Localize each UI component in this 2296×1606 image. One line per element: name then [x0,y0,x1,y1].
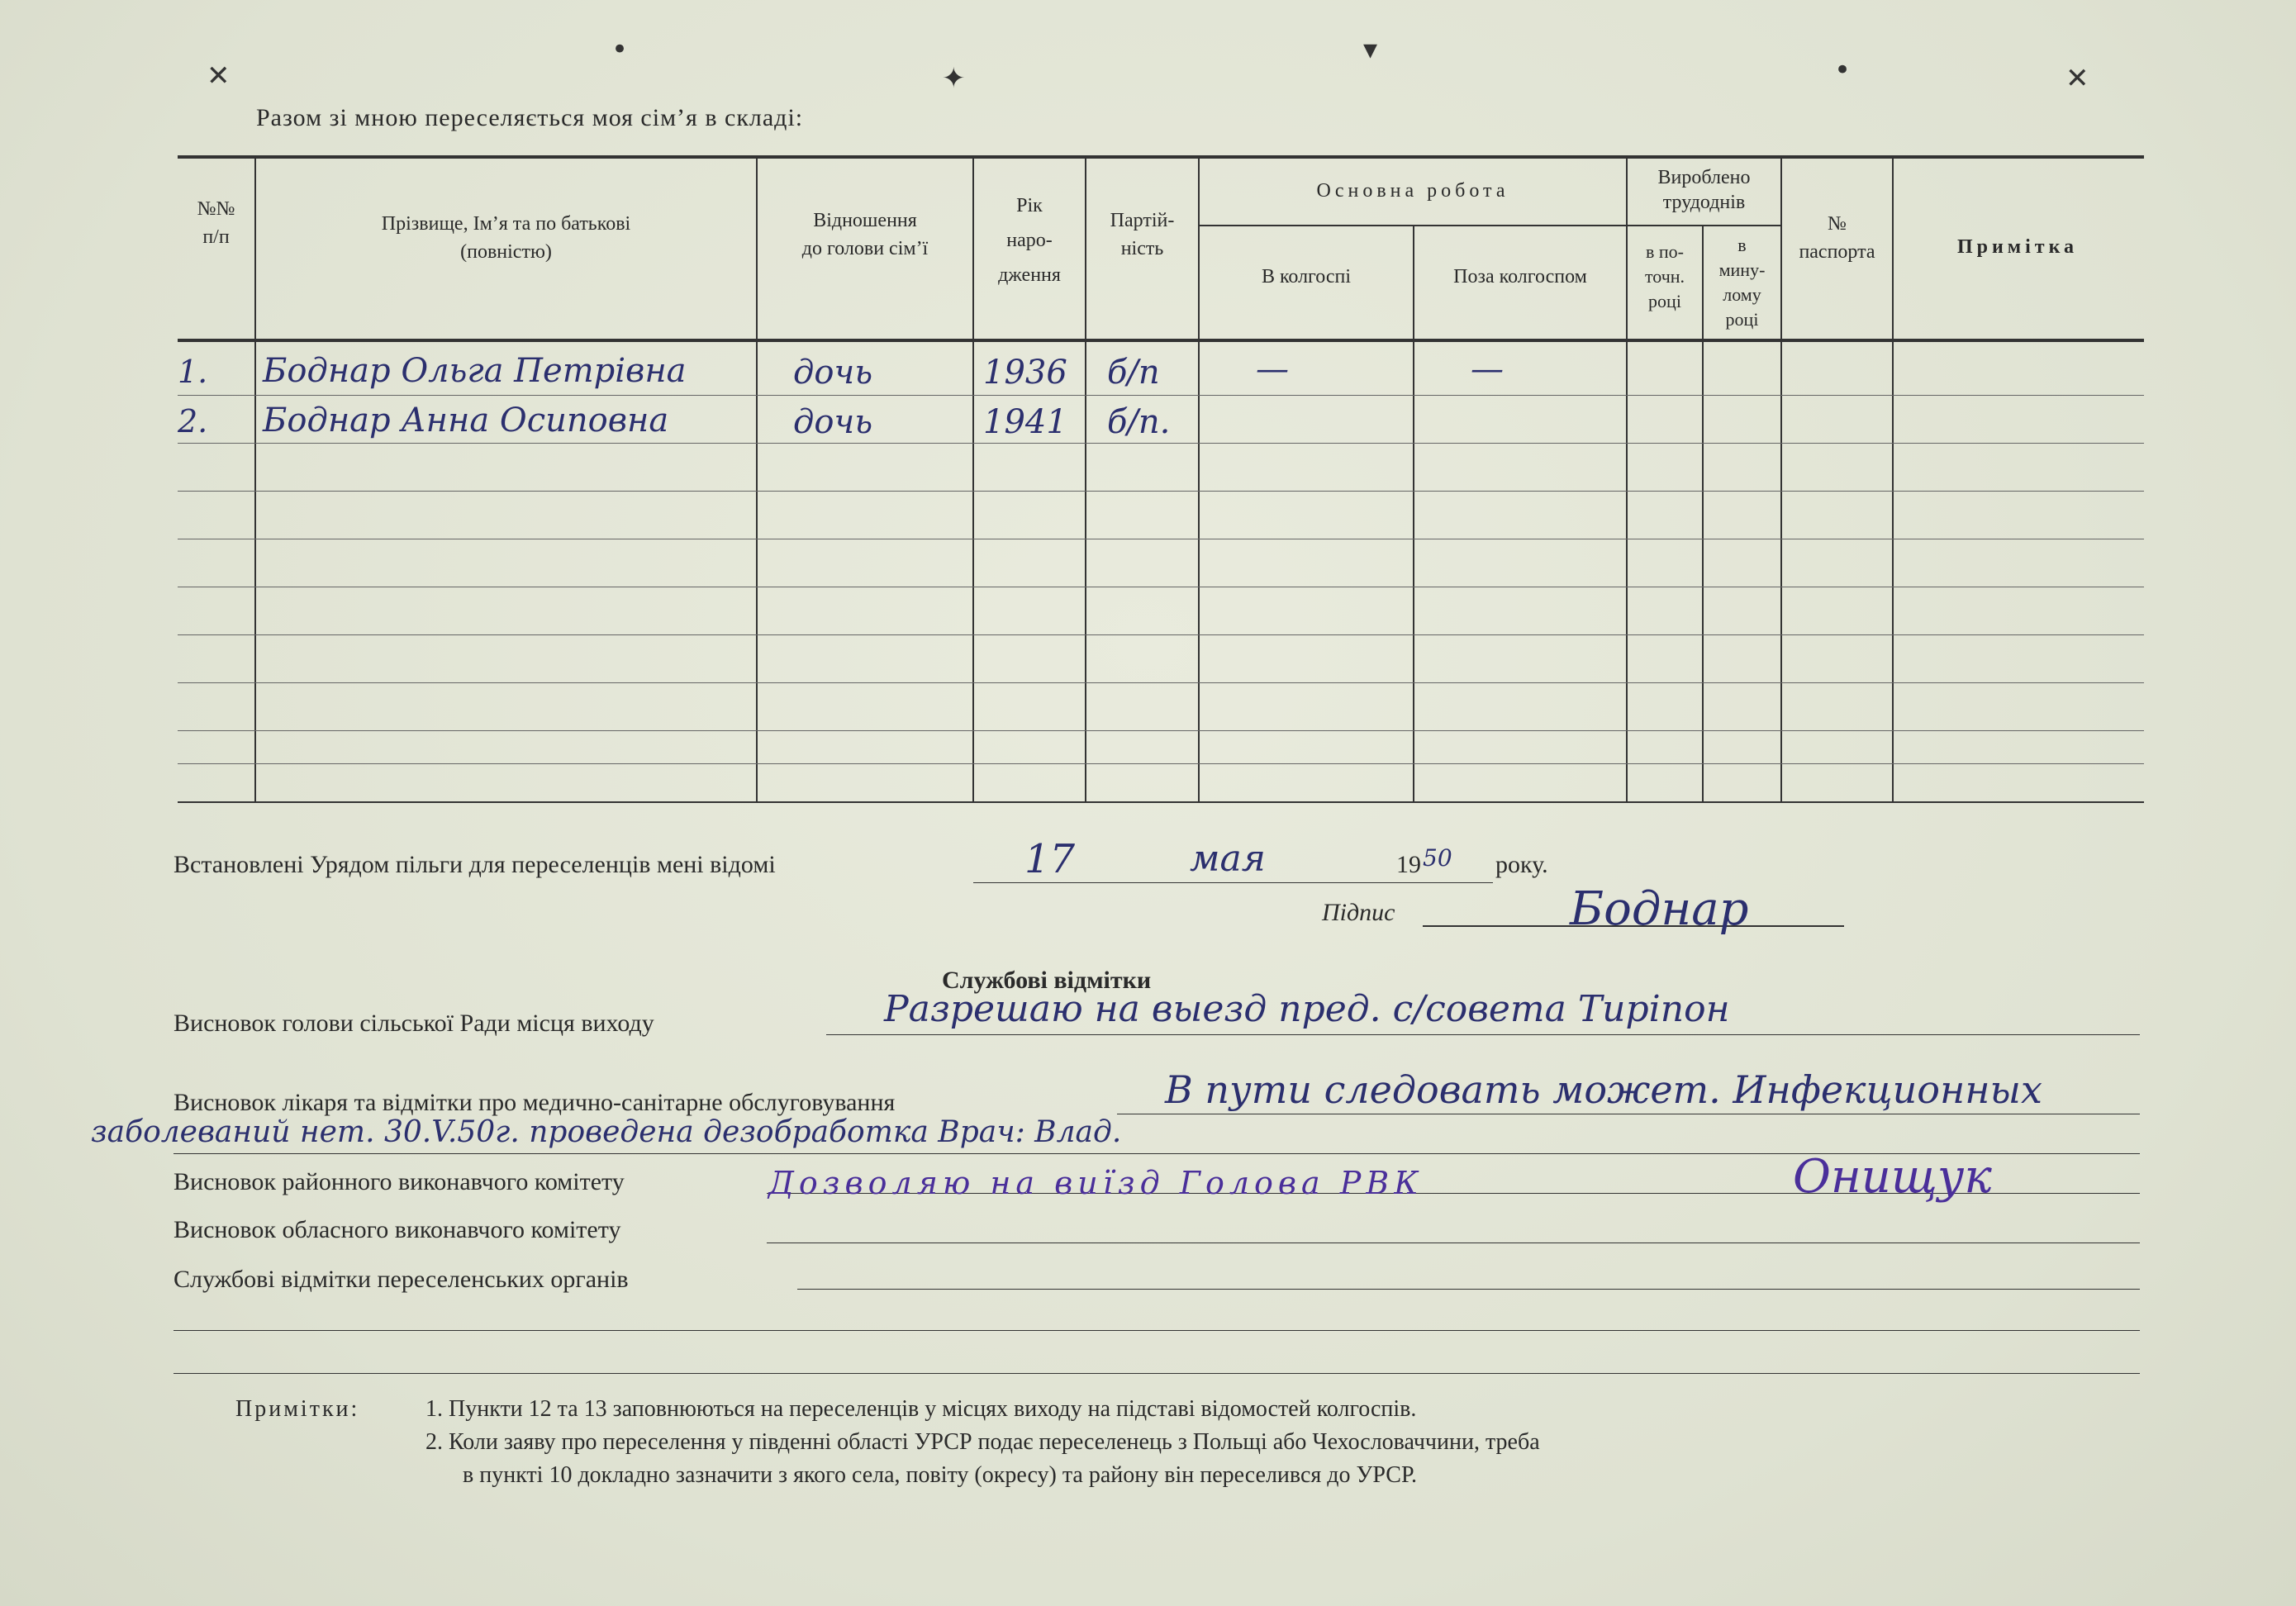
oblast-label: Висновок обласного виконавчого комітету [174,1216,621,1243]
row2-year: 1941 [983,403,1067,441]
header-outside-kolkhoz: Поза колгоспом [1453,266,1587,287]
punch-mark: ✕ [2065,62,2089,95]
row1-outside-kolkhoz: — [1471,350,1504,388]
header-num: №№ п/п [197,198,235,248]
district-label: Висновок районного виконавчого комітету [174,1168,625,1195]
district-signature: Онищук [1793,1150,1992,1204]
resettlement-label: Службові відмітки переселенських органів [174,1266,629,1293]
service-title: Службові відмітки [942,967,1152,994]
doctor-value-line2: заболеваний нет. 30.V.50г. проведена дезобработка Врач: Влад. [91,1115,1122,1149]
punch-mark: • [611,33,629,66]
header-birth-year: Рік наро- дження [998,195,1061,286]
header-relation: Відношення до голови сім’ї [801,210,929,259]
doctor-label: Висновок лікаря та відмітки про медично-санітарне обслуговування [174,1089,896,1116]
village-value: Разрешаю на выезд пред. с/совета Тиріпон [884,988,1730,1030]
punch-mark: ✦ [942,62,966,95]
note-1: 1. Пункти 12 та 13 заповнюються на переселенців у місцях виходу на підставі відомостей колгоспів. [425,1396,1417,1422]
row1-relation: дочь [793,354,873,392]
benefits-year-word: року. [1495,851,1548,878]
header-party: Партій- ність [1110,210,1175,259]
note-2-line1: 2. Коли заяву про переселення у південні області УРСР подає переселенець з Польщі або Чехословаччини, треба [425,1429,1540,1455]
header-in-kolkhoz: В колгоспі [1261,266,1352,287]
benefits-label: Встановлені Урядом пільги для переселенців мені відомі [174,851,776,878]
benefits-year-suffix: 50 [1423,844,1452,872]
row1-in-kolkhoz: — [1256,350,1289,388]
row2-party: б/п. [1107,403,1171,441]
benefits-year-prefix: 19 [1396,851,1421,878]
header-passport: № паспорта [1799,213,1875,263]
row1-year: 1936 [983,354,1067,392]
doctor-value-line1: В пути следовать может. Инфекционных [1165,1067,2042,1112]
village-label: Висновок голови сільської Ради місця виходу [174,1010,654,1037]
header-workdays: Вироблено трудоднів [1657,167,1751,213]
signature-value: Боднар [1570,882,1749,936]
benefits-month: мая [1190,838,1266,880]
family-intro: Разом зі мною переселяється моя сім’я в складі: [256,104,804,131]
note-2-line2: в пункті 10 докладно зазначити з якого села, повіту (окресу) та району він переселився до УРСР. [463,1462,1418,1488]
district-value: Дозволяю на виїзд Голова РВК [768,1165,1424,1201]
signature-label: Підпис [1322,899,1395,926]
header-current-year: в по- точн. році [1644,241,1685,311]
row1-name: Боднар Ольга Петрівна [263,352,687,390]
benefits-day: 17 [1024,836,1076,882]
punch-mark: ✕ [207,59,231,93]
header-main-work: Основна робота [1316,180,1509,202]
punch-mark: • [1834,54,1852,87]
row2-num: 2. [178,403,208,440]
header-note: Примітка [1956,236,2079,258]
row2-name: Боднар Анна Осиповна [263,402,669,440]
row2-relation: дочь [793,403,873,441]
header-name: Прізвище, Ім’я та по батькові (повністю) [381,213,631,263]
row1-party: б/п [1107,354,1160,392]
row1-num: 1. [178,354,208,390]
punch-mark: ▾ [1363,33,1378,66]
notes-label: Примітки: [235,1396,360,1422]
header-past-year: в мину- лому році [1718,235,1766,330]
